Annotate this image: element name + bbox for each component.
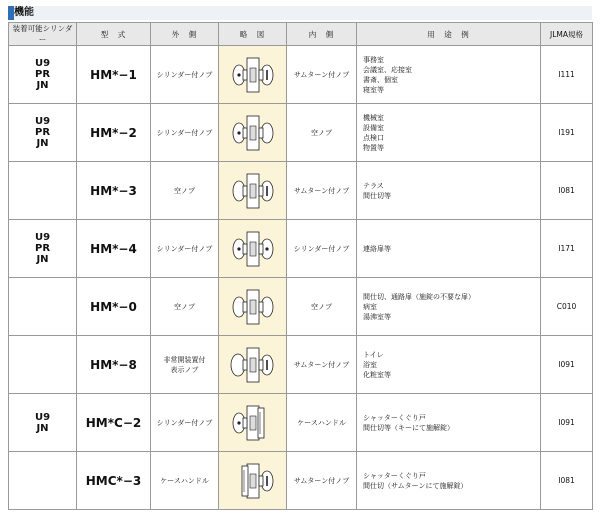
diagram-cell — [219, 104, 287, 162]
section-title-bar — [8, 6, 592, 20]
right-turn-icon — [259, 65, 273, 85]
outer-cell-line: シリンダー付ノブ — [156, 128, 213, 137]
usage-cell-line: 浴室 — [363, 360, 377, 369]
cylinder-cell — [9, 162, 77, 220]
usage-cell-line: 書斎、個室 — [363, 75, 398, 84]
right-cyl-icon — [259, 239, 273, 259]
lock-diagram — [223, 458, 283, 504]
usage-cell-line: シャッターくぐり戸 — [363, 413, 426, 422]
usage-cell — [357, 336, 541, 394]
usage-cell-line: 事務室 — [363, 55, 384, 64]
right-turn-icon — [259, 355, 273, 375]
outer-cell — [151, 278, 219, 336]
model-cell: HM*C−2 — [77, 394, 151, 452]
cylinder-cell-line: U9 — [34, 58, 51, 69]
cylinder-cell-line: JN — [36, 254, 49, 265]
inner-cell-line: サムターン付ノブ — [293, 360, 350, 369]
table-row — [9, 220, 593, 278]
model-cell: HM*−0 — [77, 278, 151, 336]
usage-cell-line: 機械室 — [363, 113, 384, 122]
cylinder-cell-line: U9 — [34, 232, 51, 243]
function-table — [8, 22, 593, 510]
left-cyl-icon — [233, 123, 247, 143]
jlma-cell: I081 — [541, 452, 593, 510]
header-outer: 外 側 — [151, 23, 219, 46]
usage-cell — [357, 162, 541, 220]
header-inner: 内 側 — [287, 23, 357, 46]
usage-cell — [357, 452, 541, 510]
table-row — [9, 278, 593, 336]
lock-diagram — [223, 52, 283, 98]
outer-cell — [151, 162, 219, 220]
outer-cell-line: シリンダー付ノブ — [156, 70, 213, 79]
cylinder-cell — [9, 220, 77, 278]
usage-cell — [357, 46, 541, 104]
right-turn-icon — [259, 471, 273, 491]
door-section — [247, 290, 259, 324]
door-section — [247, 58, 259, 92]
section-title: 機能 — [14, 7, 34, 18]
diagram-cell — [219, 162, 287, 220]
usage-cell-line: テラス — [363, 181, 384, 190]
usage-cell-line: 寝室等 — [363, 85, 384, 94]
usage-cell — [357, 278, 541, 336]
jlma-cell: C010 — [541, 278, 593, 336]
left-plain-icon — [233, 297, 247, 317]
left-emerg-icon — [231, 354, 247, 376]
outer-cell-line: 空ノブ — [174, 186, 195, 195]
model-cell: HM*−4 — [77, 220, 151, 278]
outer-cell — [151, 452, 219, 510]
inner-cell-line: 空ノブ — [311, 302, 332, 311]
usage-cell-line: トイレ — [363, 350, 384, 359]
model-cell: HM*−2 — [77, 104, 151, 162]
model-cell: HM*−1 — [77, 46, 151, 104]
model-cell: HM*−3 — [77, 162, 151, 220]
diagram-cell — [219, 278, 287, 336]
lock-diagram — [223, 284, 283, 330]
model-cell: HMC*−3 — [77, 452, 151, 510]
cylinder-cell — [9, 104, 77, 162]
table-row — [9, 336, 593, 394]
cylinder-cell-line: JN — [36, 422, 49, 434]
door-section — [247, 348, 259, 382]
outer-cell-line: シリンダー付ノブ — [156, 418, 213, 427]
cylinder-cell-line: PR — [34, 127, 51, 138]
right-case-icon — [258, 408, 264, 438]
outer-cell-line: 非常開装置付 — [163, 355, 206, 364]
header-usage: 用 途 例 — [357, 23, 541, 46]
usage-cell — [357, 394, 541, 452]
usage-cell — [357, 220, 541, 278]
right-plain-icon — [259, 123, 273, 143]
jlma-cell: I191 — [541, 104, 593, 162]
usage-cell — [357, 104, 541, 162]
usage-cell-line: 病室 — [363, 302, 377, 311]
cylinder-cell — [9, 336, 77, 394]
inner-cell-line: サムターン付ノブ — [293, 476, 350, 485]
inner-cell — [287, 46, 357, 104]
inner-cell-line: ケースハンドル — [297, 418, 346, 427]
table-row — [9, 162, 593, 220]
door-section — [247, 464, 259, 498]
header-jlma: JLMA規格 — [541, 23, 593, 46]
cylinder-cell — [9, 278, 77, 336]
lock-diagram — [223, 342, 283, 388]
cylinder-cell-line: PR — [34, 243, 51, 254]
diagram-cell — [219, 336, 287, 394]
usage-cell-line: 連絡扉等 — [363, 244, 391, 253]
usage-cell-line: 設備室 — [363, 123, 384, 132]
header-diagram: 略 図 — [219, 23, 287, 46]
diagram-cell — [219, 452, 287, 510]
cylinder-cell-line: JN — [36, 80, 49, 91]
door-section — [247, 174, 259, 208]
usage-cell-line: 点検口 — [363, 133, 384, 142]
lock-diagram — [223, 400, 283, 446]
cylinder-cell — [9, 452, 77, 510]
inner-cell — [287, 162, 357, 220]
inner-cell-line: シリンダー付ノブ — [293, 244, 350, 253]
outer-cell-line: 表示ノブ — [170, 365, 199, 374]
table-row — [9, 394, 593, 452]
diagram-cell — [219, 46, 287, 104]
header-type: 型 式 — [77, 23, 151, 46]
outer-cell-line: 空ノブ — [174, 302, 195, 311]
cylinder-cell-line: PR — [34, 69, 51, 80]
diagram-cell — [219, 394, 287, 452]
cylinder-cell-line: U9 — [34, 411, 51, 423]
cylinder-cell-line: U9 — [34, 116, 51, 127]
outer-cell-line: ケースハンドル — [160, 476, 209, 485]
jlma-cell: I171 — [541, 220, 593, 278]
outer-cell — [151, 46, 219, 104]
jlma-cell: I111 — [541, 46, 593, 104]
inner-cell-line: 空ノブ — [311, 128, 332, 137]
jlma-cell: I081 — [541, 162, 593, 220]
inner-cell — [287, 394, 357, 452]
table-row — [9, 104, 593, 162]
usage-cell-line: 会議室、応接室 — [363, 65, 412, 74]
door-section — [247, 232, 259, 266]
usage-cell-line: 物置等 — [363, 143, 384, 152]
left-cyl-icon — [233, 65, 247, 85]
inner-cell — [287, 220, 357, 278]
left-cyl-icon — [233, 239, 247, 259]
outer-cell — [151, 394, 219, 452]
door-section — [247, 116, 259, 150]
left-plain-icon — [233, 181, 247, 201]
model-cell: HM*−8 — [77, 336, 151, 394]
inner-cell-line: サムターン付ノブ — [293, 70, 350, 79]
usage-cell-line: 間仕切等（キーにて施解錠） — [363, 423, 454, 432]
usage-cell-line: 湯沸室等 — [363, 312, 391, 321]
inner-cell — [287, 278, 357, 336]
header-row — [9, 23, 593, 46]
door-section — [247, 406, 259, 440]
cylinder-cell — [9, 394, 77, 452]
usage-cell-line: 間仕切、通路扉（施錠の不要な扉） — [363, 292, 475, 301]
table-row — [9, 452, 593, 510]
outer-cell — [151, 104, 219, 162]
inner-cell — [287, 452, 357, 510]
right-turn-icon — [259, 181, 273, 201]
left-case-icon — [242, 466, 248, 496]
outer-cell — [151, 336, 219, 394]
jlma-cell: I091 — [541, 394, 593, 452]
inner-cell — [287, 104, 357, 162]
usage-cell-line: シャッターくぐり戸 — [363, 471, 426, 480]
usage-cell-line: 化粧室等 — [363, 370, 391, 379]
jlma-cell: I091 — [541, 336, 593, 394]
cylinder-cell — [9, 46, 77, 104]
table-row — [9, 46, 593, 104]
right-plain-icon — [259, 297, 273, 317]
inner-cell — [287, 336, 357, 394]
cylinder-cell-line: JN — [36, 138, 49, 149]
usage-cell-line: 間仕切等 — [363, 191, 391, 200]
usage-cell-line: 間仕切（サムターンにて施解錠） — [363, 481, 468, 490]
inner-cell-line: サムターン付ノブ — [293, 186, 350, 195]
outer-cell-line: シリンダー付ノブ — [156, 244, 213, 253]
lock-diagram — [223, 110, 283, 156]
lock-diagram — [223, 168, 283, 214]
header-cylinder: 装着可能シリンダー — [9, 23, 77, 46]
diagram-cell — [219, 220, 287, 278]
lock-diagram — [223, 226, 283, 272]
outer-cell — [151, 220, 219, 278]
left-cyl-icon — [233, 413, 247, 433]
